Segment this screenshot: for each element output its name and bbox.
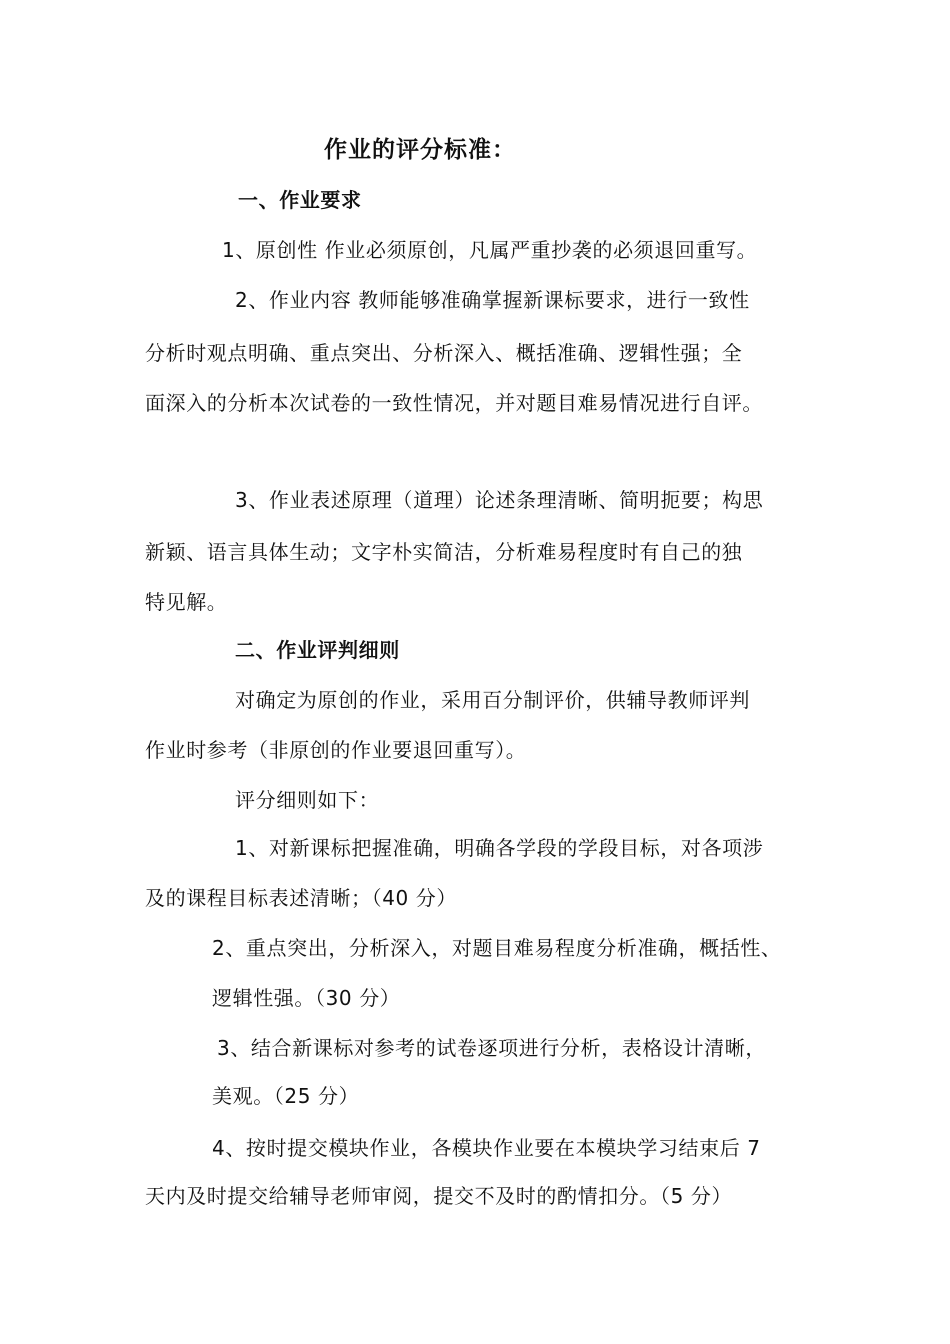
grading-rule-1-line-1: 1、对新课标把握准确，明确各学段的学段目标，对各项涉 [235, 836, 764, 860]
grading-rule-1-line-2: 及的课程目标表述清晰；（40 分） [145, 886, 458, 910]
requirement-expression-line-2: 新颖、语言具体生动；文字朴实简洁，分析难易程度时有自己的独 [145, 540, 743, 564]
requirement-expression-line-1: 3、作业表述原理（道理）论述条理清晰、简明扼要；构思 [235, 488, 764, 512]
requirement-content-line-1: 2、作业内容 教师能够准确掌握新课标要求，进行一致性 [235, 288, 750, 312]
grading-rule-2-line-1: 2、重点突出，分析深入，对题目难易程度分析准确，概括性、 [212, 936, 782, 960]
grading-rule-4-line-2: 天内及时提交给辅导老师审阅，提交不及时的酌情扣分。（5 分） [145, 1184, 733, 1208]
document-title: 作业的评分标准： [324, 137, 516, 163]
grading-intro-line-1: 对确定为原创的作业，采用百分制评价，供辅导教师评判 [235, 688, 750, 712]
grading-intro-line-2: 作业时参考（非原创的作业要退回重写）。 [145, 738, 527, 762]
requirement-expression-line-3: 特见解。 [145, 590, 228, 614]
section-heading-grading-rules: 二、作业评判细则 [235, 638, 400, 662]
requirement-content-line-2: 分析时观点明确、重点突出、分析深入、概括准确、逻辑性强；全 [145, 341, 743, 365]
grading-rule-3-line-1: 3、结合新课标对参考的试卷逐项进行分析，表格设计清晰， [217, 1036, 766, 1060]
requirement-content-line-3: 面深入的分析本次试卷的一致性情况，并对题目难易情况进行自评。 [145, 391, 763, 415]
requirement-originality: 1、原创性 作业必须原创，凡属严重抄袭的必须退回重写。 [222, 238, 758, 262]
grading-rule-4-line-1: 4、按时提交模块作业，各模块作业要在本模块学习结束后 7 [212, 1136, 761, 1160]
grading-rules-label: 评分细则如下： [235, 788, 380, 812]
grading-rule-3-line-2: 美观。（25 分） [212, 1084, 360, 1108]
grading-rule-2-line-2: 逻辑性强。（30 分） [212, 986, 401, 1010]
section-heading-requirements: 一、作业要求 [238, 188, 362, 212]
